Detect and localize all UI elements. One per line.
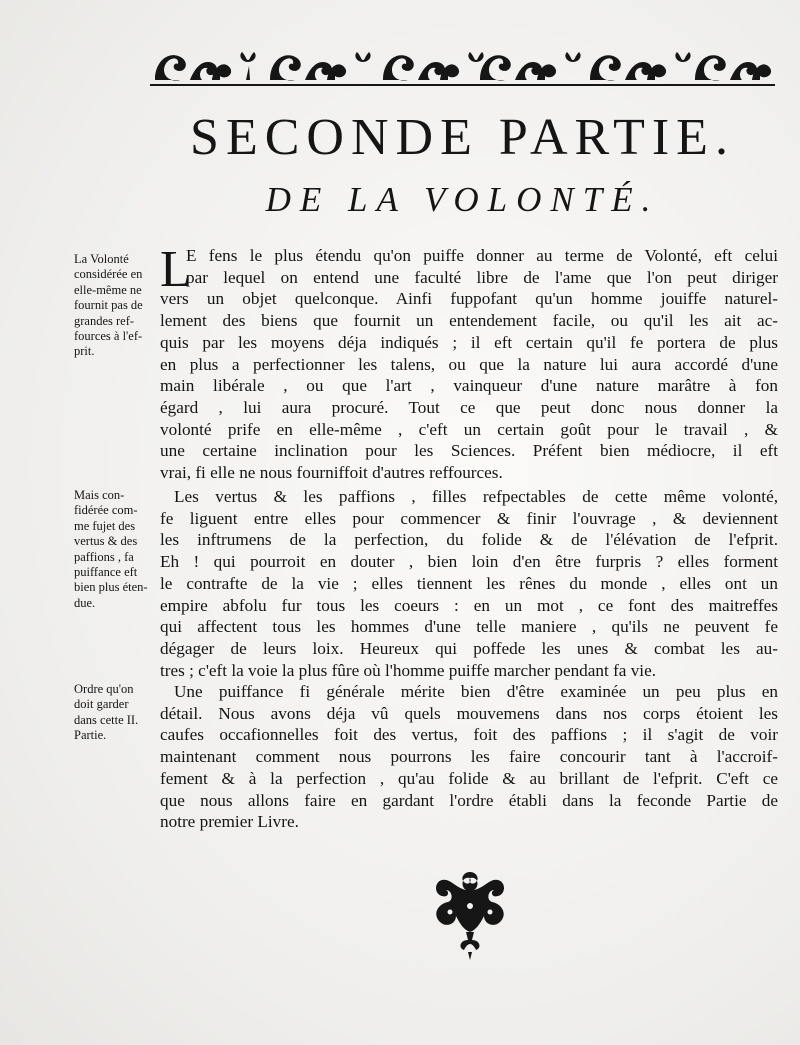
margin-note-line: dans cette II. bbox=[74, 712, 139, 727]
margin-note-line: elle-même ne bbox=[74, 282, 142, 297]
text-line: que nous allons faire en gardant l'ordre établi dans la feconde Partie de bbox=[160, 790, 778, 810]
margin-note-line: La Volonté bbox=[74, 252, 129, 266]
text-line: tres ; c'eft la voie la plus fûre où l'homme puiffe marcher pendant fa vie. bbox=[160, 660, 657, 680]
text-line: le contrafte de la vie ; elles tiennent les rênes du monde , elles ont un bbox=[160, 573, 778, 593]
margin-note-line: doit garder bbox=[74, 697, 129, 712]
text-line: par lequel on entend une faculté libre de l'ame que l'on peut diriger bbox=[186, 267, 778, 287]
margin-note-line: Partie. bbox=[74, 728, 107, 743]
margin-note-line: grandes ref- bbox=[74, 313, 135, 328]
text-line: volonté prife en elle-même , c'eft un certain goût pour le travail , & bbox=[160, 419, 778, 439]
margin-note-line: due. bbox=[74, 595, 96, 610]
text-line: vrai, fi elle ne nous fourniffoit d'autres reffources. bbox=[160, 463, 503, 483]
text-line: fement & à la perfection , qu'au folide & au brillant de l'efprit. C'eft ce bbox=[160, 768, 778, 788]
paragraph-2 bbox=[160, 486, 778, 681]
page-subtitle: DE LA VOLONTÉ. bbox=[265, 180, 660, 219]
margin-note-line: fources à l'ef- bbox=[74, 329, 143, 344]
text-line: notre premier Livre. bbox=[160, 812, 299, 832]
cul-de-lampe-ornament bbox=[430, 868, 510, 960]
text-line: Eh ! qui pourroit en douter , bien loin d'en être furpris ? elles forment bbox=[160, 552, 778, 572]
text-line: fe liguent entre elles pour commencer & finir l'ouvrage , & deviennent bbox=[160, 508, 778, 528]
text-line: en plus a perfectionner les talens, ou que la nature lui aura accordé d'une bbox=[160, 354, 778, 374]
paragraph-3 bbox=[160, 681, 778, 833]
text-line: Les vertus & les paffions , filles refpectables de cette même volonté, bbox=[174, 487, 778, 506]
text-line: main libérale , ou que l'art , vainqueur d'une nature marâtre à fon bbox=[160, 376, 778, 396]
margin-note-line: puiffance eft bbox=[74, 565, 138, 580]
text-line: qui affectent tous les hommes d'une telle maniere , qu'ils ne peuvent fe bbox=[160, 617, 778, 637]
drop-cap: L bbox=[160, 241, 192, 298]
margin-note-line: prit. bbox=[74, 344, 95, 359]
text-line: caufes occafionnelles foit des vertus, foit des paffions ; il s'agit de voir bbox=[160, 725, 778, 745]
paragraph-1 bbox=[160, 241, 778, 484]
text-line: Une puiffance fi générale mérite bien d'être examinée un peu plus en bbox=[174, 682, 778, 701]
text-line: quis par les moyens déja indiqués ; il eft certain qu'il fe portera de plus bbox=[160, 332, 778, 352]
margin-note-1 bbox=[74, 252, 150, 360]
margin-note-line: fidérée com- bbox=[74, 503, 138, 518]
margin-note-line: considérée en bbox=[74, 267, 143, 282]
fleuron-band-ornament bbox=[150, 40, 775, 92]
text-line: les inftrumens de la perfection, du folide & de l'élévation de l'efprit. bbox=[160, 530, 778, 550]
page-title: SECONDE PARTIE. bbox=[190, 109, 735, 166]
text-line: E fens le plus étendu qu'on puiffe donner au terme de Volonté, eft celui bbox=[186, 246, 778, 265]
text-line: vers un objet quelconque. Ainfi fuppofant qu'un homme jouiffe naturel- bbox=[160, 289, 778, 309]
text-line: maintenant comment nous pourrons les faire concourir tant à l'accroif- bbox=[160, 747, 778, 767]
text-line: lement des biens que fournit un entendement facile, ou qu'il les ait ac- bbox=[160, 311, 778, 331]
margin-note-2 bbox=[74, 488, 150, 611]
margin-note-line: me fujet des bbox=[74, 518, 136, 533]
text-line: détail. Nous avons déja vû quels mouvemens dans nos corps étoient les bbox=[160, 703, 778, 723]
margin-note-line: paffions , fa bbox=[74, 549, 134, 564]
margin-note-line: vertus & des bbox=[74, 534, 138, 549]
text-line: empire abfolu fur tous les coeurs : en un mot , ce font des maitreffes bbox=[160, 595, 778, 615]
text-line: dégager de leurs loix. Heureux qui poffede les unes & combat les au- bbox=[160, 638, 778, 658]
text-line: égard , lui aura procuré. Tout ce que peut donc nous donner la bbox=[160, 397, 778, 417]
margin-note-line: bien plus éten- bbox=[74, 580, 148, 595]
margin-note-line: Mais con- bbox=[74, 488, 125, 502]
text-line: une certaine inclination pour les Sciences. Préfent bien médiocre, il eft bbox=[160, 441, 778, 461]
margin-note-3 bbox=[74, 682, 150, 744]
margin-note-line: Ordre qu'on bbox=[74, 682, 134, 696]
margin-note-line: fournit pas de bbox=[74, 298, 143, 313]
